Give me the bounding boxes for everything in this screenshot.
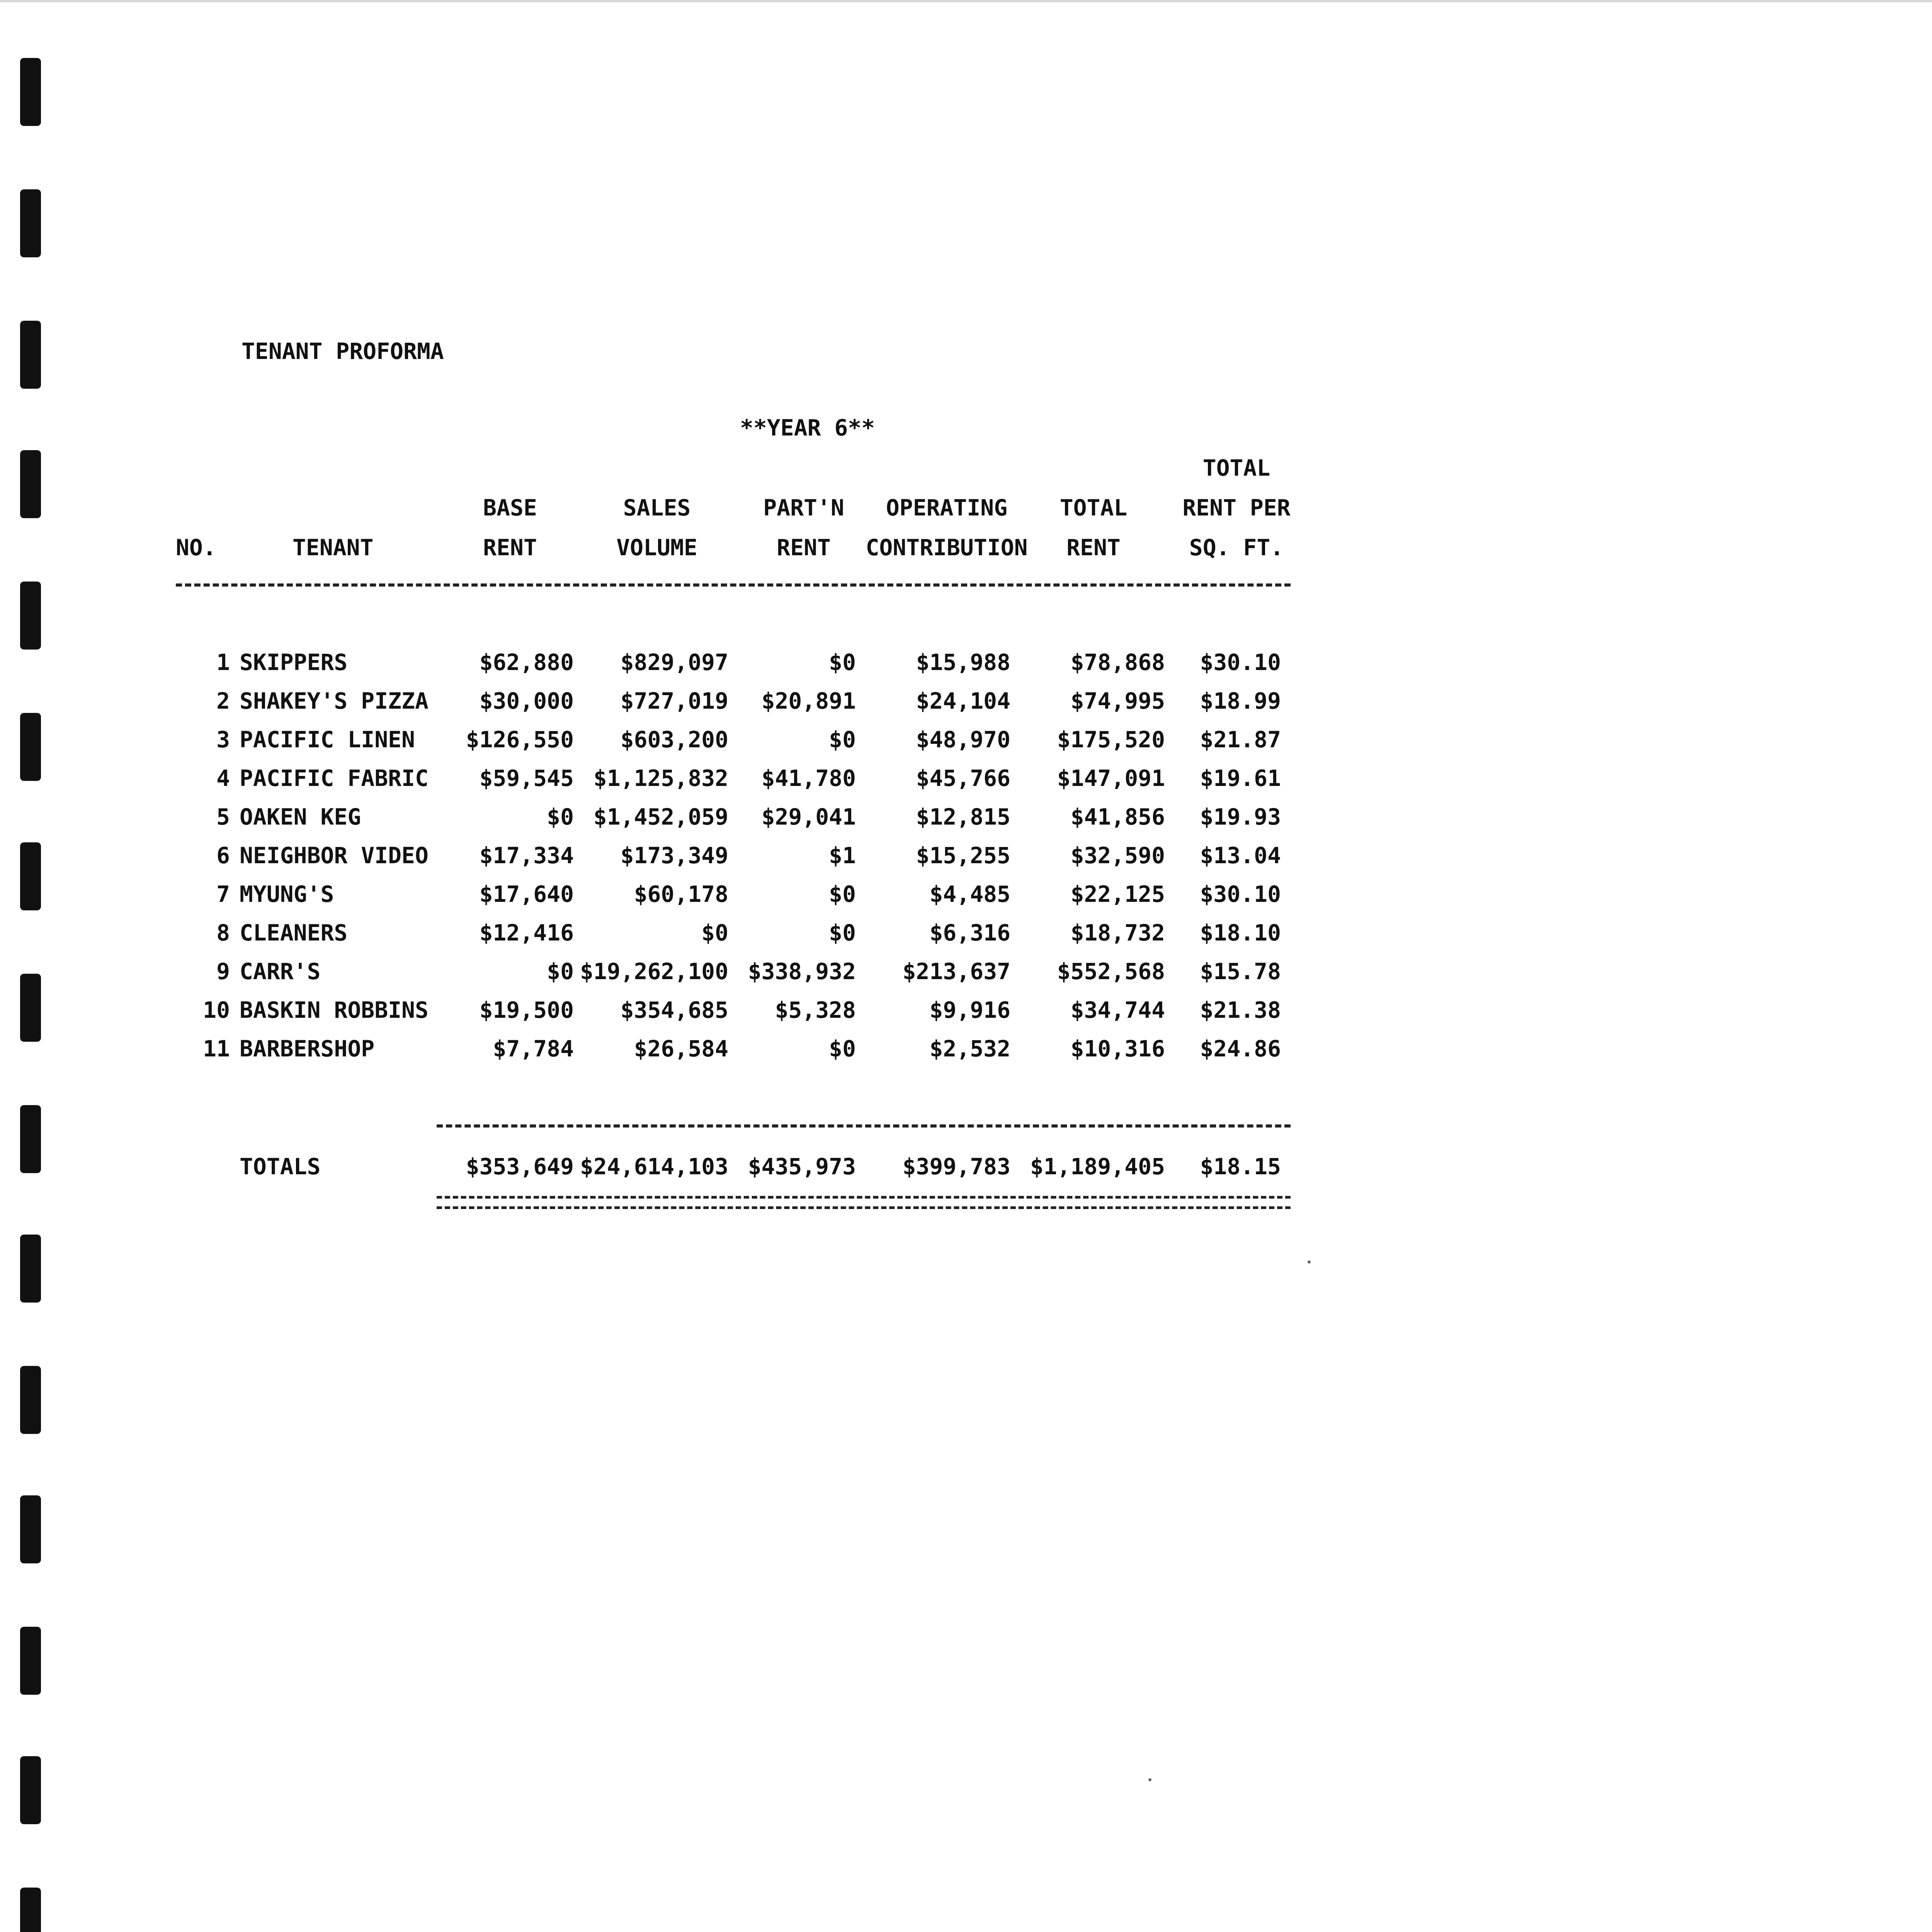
cell-total-rent: $41,856 <box>1070 804 1165 830</box>
cell-base-rent: $0 <box>547 958 574 985</box>
cell-rent-per-sqft: $13.04 <box>1200 842 1281 869</box>
cell-tenant: PACIFIC FABRIC <box>240 765 429 791</box>
header-sales-volume-line1: SALES <box>623 495 691 521</box>
cell-no: 6 <box>216 842 230 869</box>
cell-sales-volume: $0 <box>701 920 728 946</box>
cell-base-rent: $17,334 <box>479 842 574 869</box>
cell-operating: $48,970 <box>916 726 1010 753</box>
cell-operating: $15,988 <box>916 649 1010 675</box>
cell-base-rent: $17,640 <box>479 881 574 907</box>
cell-rent-per-sqft: $21.38 <box>1200 997 1281 1023</box>
cell-tenant: SKIPPERS <box>240 649 348 675</box>
cell-base-rent: $0 <box>547 804 574 830</box>
cell-partn-rent: $41,780 <box>761 765 856 791</box>
header-partn-rent-line2: RENT <box>777 534 831 561</box>
total-partn-rent: $435,973 <box>748 1153 856 1180</box>
cell-partn-rent: $20,891 <box>761 688 856 714</box>
cell-sales-volume: $60,178 <box>634 881 728 907</box>
cell-tenant: CLEANERS <box>240 920 348 946</box>
total-sales-volume: $24,614,103 <box>580 1153 728 1180</box>
cell-operating: $2,532 <box>929 1036 1010 1062</box>
cell-base-rent: $19,500 <box>479 997 574 1023</box>
cell-rent-per-sqft: $21.87 <box>1200 726 1281 753</box>
header-total-rent-line1: TOTAL <box>1060 495 1128 521</box>
header-total-rent-line2: RENT <box>1066 534 1121 561</box>
header-base-rent-line1: BASE <box>483 495 537 521</box>
cell-no: 3 <box>216 726 230 753</box>
cell-rent-per-sqft: $19.61 <box>1200 765 1281 791</box>
cell-rent-per-sqft: $30.10 <box>1200 649 1281 675</box>
cell-no: 9 <box>216 958 230 985</box>
cell-total-rent: $34,744 <box>1070 997 1165 1023</box>
cell-tenant: NEIGHBOR VIDEO <box>240 842 429 869</box>
cell-rent-per-sqft: $19.93 <box>1200 804 1281 830</box>
cell-base-rent: $30,000 <box>479 688 574 714</box>
total-base-rent: $353,649 <box>466 1153 574 1180</box>
cell-partn-rent: $0 <box>829 920 856 946</box>
cell-sales-volume: $829,097 <box>620 649 728 675</box>
cell-no: 5 <box>216 804 230 830</box>
cell-operating: $15,255 <box>916 842 1010 869</box>
cell-sales-volume: $1,452,059 <box>593 804 728 830</box>
totals-divider <box>437 1124 1291 1128</box>
cell-no: 8 <box>216 920 230 946</box>
cell-partn-rent: $338,932 <box>748 958 856 985</box>
header-rent-per-sqft-line3: SQ. FT. <box>1189 534 1284 561</box>
cell-total-rent: $32,590 <box>1070 842 1165 869</box>
header-rent-per-sqft-line2: RENT PER <box>1182 495 1291 521</box>
cell-partn-rent: $1 <box>829 842 856 869</box>
header-no: NO. <box>176 534 216 561</box>
cell-operating: $12,815 <box>916 804 1010 830</box>
cell-base-rent: $62,880 <box>479 649 574 675</box>
cell-base-rent: $12,416 <box>479 920 574 946</box>
cell-tenant: CARR'S <box>240 958 321 985</box>
cell-rent-per-sqft: $18.99 <box>1200 688 1281 714</box>
cell-tenant: OAKEN KEG <box>240 804 361 830</box>
cell-operating: $24,104 <box>916 688 1010 714</box>
cell-total-rent: $18,732 <box>1070 920 1165 946</box>
header-rent-per-sqft-line1: TOTAL <box>1202 455 1270 481</box>
cell-sales-volume: $727,019 <box>620 688 728 714</box>
cell-sales-volume: $603,200 <box>620 726 728 753</box>
cell-rent-per-sqft: $18.10 <box>1200 920 1281 946</box>
document-title: TENANT PROFORMA <box>242 338 444 364</box>
header-operating-line1: OPERATING <box>886 495 1008 521</box>
cell-total-rent: $22,125 <box>1070 881 1165 907</box>
cell-operating: $9,916 <box>929 997 1010 1023</box>
header-partn-rent-line1: PART'N <box>763 495 844 521</box>
cell-tenant: PACIFIC LINEN <box>240 726 415 753</box>
cell-total-rent: $147,091 <box>1057 765 1165 791</box>
cell-total-rent: $74,995 <box>1070 688 1165 714</box>
cell-base-rent: $7,784 <box>493 1036 574 1062</box>
cell-sales-volume: $19,262,100 <box>580 958 728 985</box>
cell-sales-volume: $173,349 <box>620 842 728 869</box>
cell-total-rent: $175,520 <box>1057 726 1165 753</box>
header-divider <box>176 583 1291 587</box>
cell-no: 11 <box>203 1036 230 1062</box>
cell-base-rent: $126,550 <box>466 726 574 753</box>
cell-total-rent: $10,316 <box>1070 1036 1165 1062</box>
cell-operating: $4,485 <box>929 881 1010 907</box>
cell-partn-rent: $0 <box>829 881 856 907</box>
cell-tenant: MYUNG'S <box>240 881 334 907</box>
total-rent: $1,189,405 <box>1030 1153 1165 1180</box>
totals-double-rule <box>437 1196 1291 1209</box>
total-operating: $399,783 <box>902 1153 1010 1180</box>
cell-rent-per-sqft: $24.86 <box>1200 1036 1281 1062</box>
cell-no: 1 <box>216 649 230 675</box>
header-base-rent-line2: RENT <box>483 534 537 561</box>
cell-tenant: SHAKEY'S PIZZA <box>240 688 429 714</box>
cell-no: 10 <box>203 997 230 1023</box>
cell-partn-rent: $0 <box>829 649 856 675</box>
cell-sales-volume: $354,685 <box>620 997 728 1023</box>
cell-operating: $45,766 <box>916 765 1010 791</box>
cell-partn-rent: $0 <box>829 1036 856 1062</box>
cell-sales-volume: $1,125,832 <box>593 765 728 791</box>
cell-operating: $213,637 <box>902 958 1010 985</box>
cell-total-rent: $78,868 <box>1070 649 1165 675</box>
cell-partn-rent: $5,328 <box>775 997 856 1023</box>
header-operating-line2: CONTRIBUTION <box>866 534 1028 561</box>
year-label: **YEAR 6** <box>740 415 875 441</box>
cell-no: 7 <box>216 881 230 907</box>
total-rent-per-sqft: $18.15 <box>1200 1153 1281 1180</box>
cell-tenant: BARBERSHOP <box>240 1036 375 1062</box>
cell-no: 4 <box>216 765 230 791</box>
cell-no: 2 <box>216 688 230 714</box>
header-tenant: TENANT <box>293 534 374 561</box>
cell-total-rent: $552,568 <box>1057 958 1165 985</box>
cell-partn-rent: $0 <box>829 726 856 753</box>
cell-operating: $6,316 <box>929 920 1010 946</box>
totals-label: TOTALS <box>240 1153 321 1180</box>
header-sales-volume-line2: VOLUME <box>616 534 697 561</box>
cell-rent-per-sqft: $30.10 <box>1200 881 1281 907</box>
cell-base-rent: $59,545 <box>479 765 574 791</box>
cell-rent-per-sqft: $15.78 <box>1200 958 1281 985</box>
cell-partn-rent: $29,041 <box>761 804 856 830</box>
cell-sales-volume: $26,584 <box>634 1036 728 1062</box>
cell-tenant: BASKIN ROBBINS <box>240 997 429 1023</box>
